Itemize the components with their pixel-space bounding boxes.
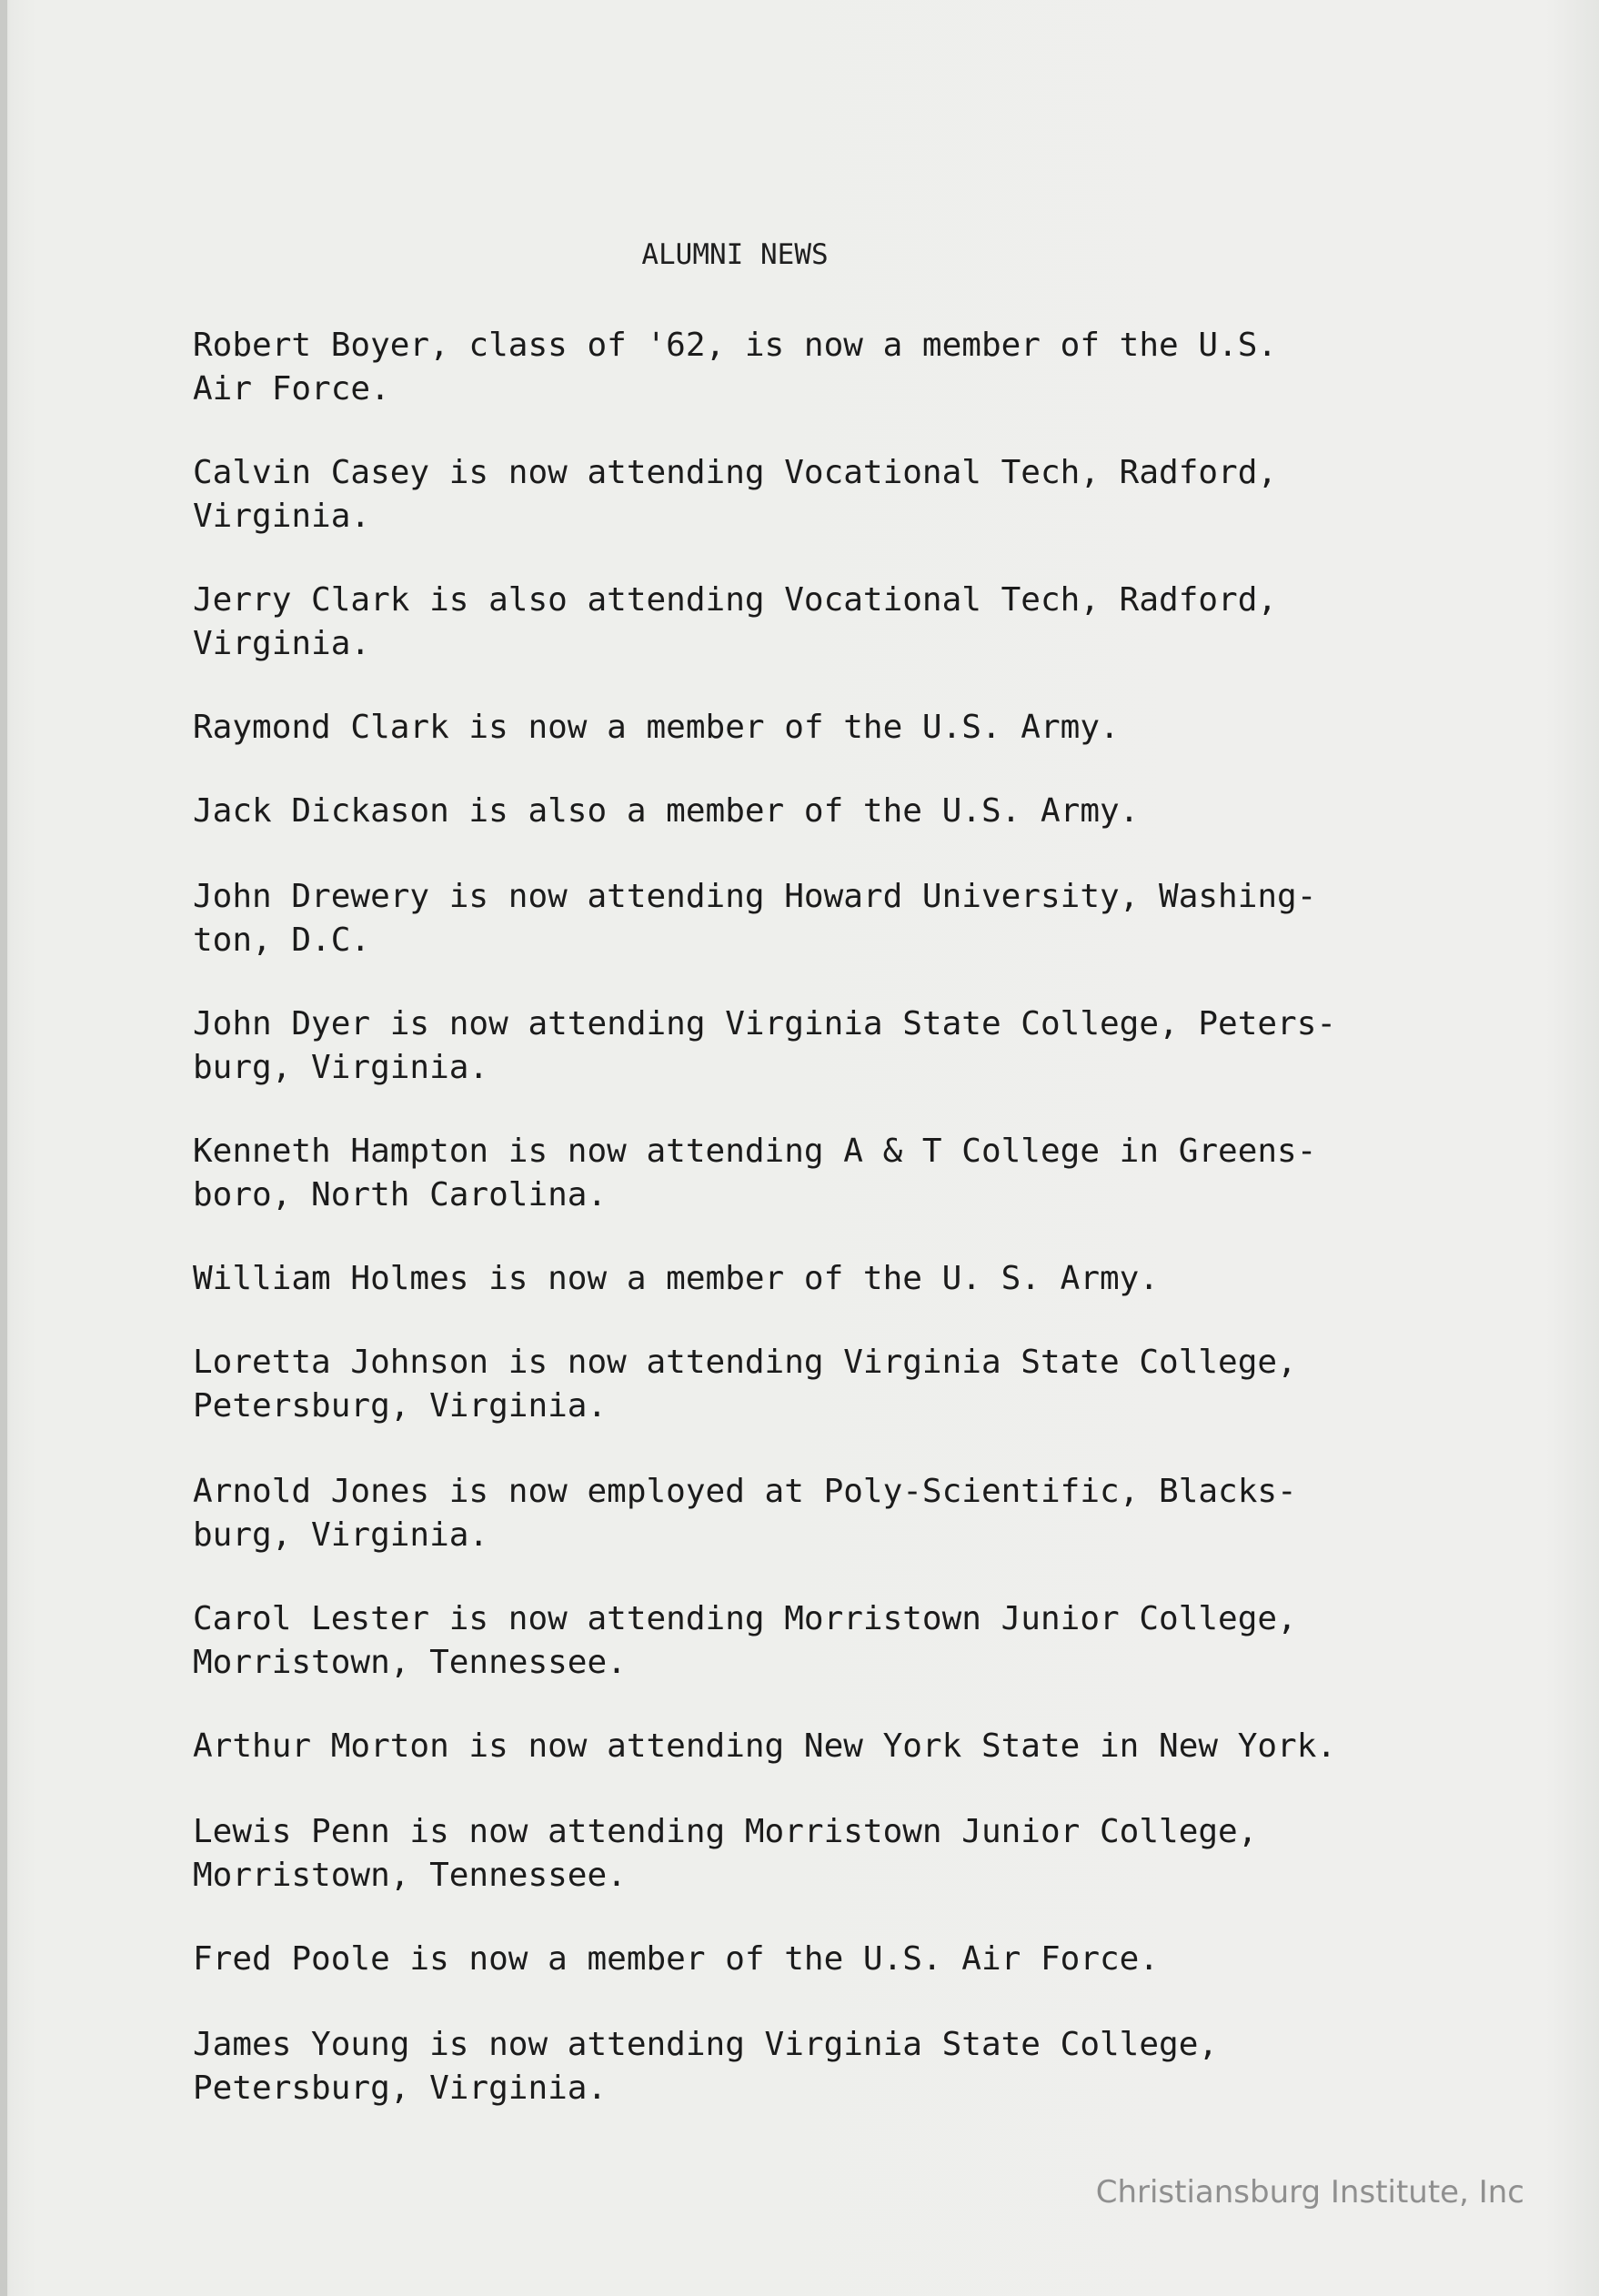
news-entry: Loretta Johnson is now attending Virginia State College, Petersburg, Virginia. (193, 1344, 1297, 1425)
news-entry: John Drewery is now attending Howard University, Washing- ton, D.C. (193, 878, 1317, 959)
news-entry: Jerry Clark is also attending Vocational Tech, Radford, Virginia. (193, 581, 1278, 662)
page-edge (0, 0, 7, 2296)
news-entry: William Holmes is now a member of the U. S. Army. (193, 1260, 1160, 1297)
news-entry: Arthur Morton is now attending New York State in New York. (193, 1727, 1337, 1765)
news-entry: John Dyer is now attending Virginia State College, Peters- burg, Virginia. (193, 1005, 1337, 1086)
page-title: ALUMNI NEWS (641, 238, 829, 271)
news-entry: Jack Dickason is also a member of the U.S. Army. (193, 792, 1140, 830)
news-entry: Kenneth Hampton is now attending A & T College in Greens- boro, North Carolina. (193, 1133, 1317, 1213)
news-entry: Fred Poole is now a member of the U.S. Air Force. (193, 1940, 1160, 1978)
news-entry: Lewis Penn is now attending Morristown Junior College, Morristown, Tennessee. (193, 1813, 1258, 1894)
news-entry: James Young is now attending Virginia State College, Petersburg, Virginia. (193, 2026, 1219, 2107)
news-entry: Calvin Casey is now attending Vocational Tech, Radford, Virginia. (193, 454, 1278, 535)
news-entry: Arnold Jones is now employed at Poly-Scientific, Blacks- burg, Virginia. (193, 1473, 1297, 1554)
news-entry: Raymond Clark is now a member of the U.S. Army. (193, 709, 1120, 746)
news-entry: Robert Boyer, class of '62, is now a member of the U.S. Air Force. (193, 327, 1278, 408)
news-entry: Carol Lester is now attending Morristown Junior College, Morristown, Tennessee. (193, 1600, 1297, 1681)
watermark-text: Christiansburg Institute, Inc (1095, 2174, 1524, 2210)
